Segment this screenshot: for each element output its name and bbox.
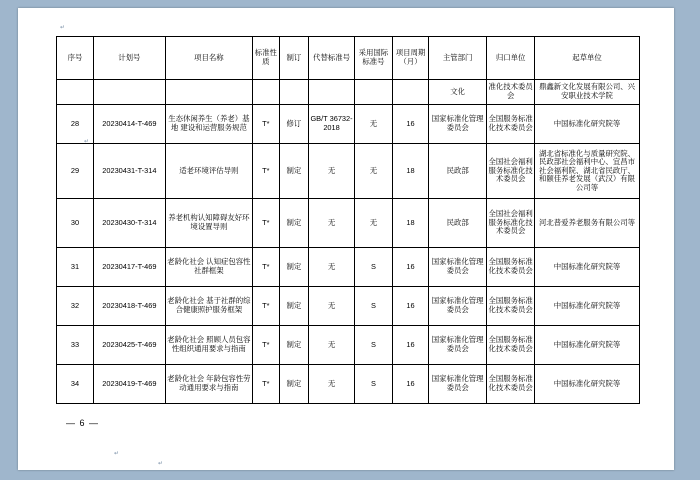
cell-substituted: GB/T 36732-2018 [309, 105, 355, 144]
table-row [57, 80, 640, 105]
cell-property [253, 80, 280, 105]
cell-substituted: 无 [309, 326, 355, 365]
cell-name [165, 80, 252, 105]
cell-international: 无 [354, 105, 392, 144]
cell-international: S [354, 248, 392, 287]
table-row [57, 199, 640, 248]
cell-make-revise [279, 80, 309, 105]
cell-department: 文化 [429, 80, 487, 105]
cell-international: S [354, 287, 392, 326]
cell-plan: 20230417-T-469 [94, 248, 166, 287]
cell-name: 老龄化社会 基于社群的综合健康照护服务框架 [165, 287, 252, 326]
cell-international [354, 80, 392, 105]
header-project-period: 项目周期（月） [392, 37, 428, 80]
table-row [57, 105, 640, 144]
header-seq: 序号 [57, 37, 94, 80]
cell-unit: 全国服务标准化技术委员会 [487, 326, 535, 365]
cell-international: S [354, 365, 392, 404]
cell-make-revise: 修订 [279, 105, 309, 144]
cell-seq: 28 [57, 105, 94, 144]
cell-department: 国家标准化管理委员会 [429, 287, 487, 326]
cell-period: 18 [392, 199, 428, 248]
cell-department: 国家标准化管理委员会 [429, 326, 487, 365]
cell-unit: 全国服务标准化技术委员会 [487, 248, 535, 287]
cell-drafting-unit: 鼎鑫新文化发展有限公司、兴安职业技术学院 [535, 80, 640, 105]
cell-make-revise: 制定 [279, 287, 309, 326]
cell-department: 民政部 [429, 199, 487, 248]
table-row [57, 144, 640, 199]
cell-plan: 20230430-T-314 [94, 199, 166, 248]
cell-substituted: 无 [309, 144, 355, 199]
cell-unit: 全国社会福利服务标准化技术委员会 [487, 199, 535, 248]
cell-make-revise: 制定 [279, 248, 309, 287]
cell-seq: 34 [57, 365, 94, 404]
cell-unit: 全国服务标准化技术委员会 [487, 105, 535, 144]
cell-plan: 20230431-T-314 [94, 144, 166, 199]
cell-seq: 29 [57, 144, 94, 199]
cell-department: 国家标准化管理委员会 [429, 105, 487, 144]
cell-property: T* [253, 365, 280, 404]
cell-drafting-unit: 中国标准化研究院等 [535, 326, 640, 365]
header-responsible-unit: 归口单位 [487, 37, 535, 80]
cell-name: 老龄化社会 认知症包容性社群框架 [165, 248, 252, 287]
cell-property: T* [253, 105, 280, 144]
page-number: — 6 — [66, 418, 100, 428]
cell-seq [57, 80, 94, 105]
table-row [57, 287, 640, 326]
paragraph-mark-icon: ↵ [158, 461, 164, 467]
cell-seq: 31 [57, 248, 94, 287]
cell-department: 国家标准化管理委员会 [429, 248, 487, 287]
table-row [57, 326, 640, 365]
cell-international: 无 [354, 144, 392, 199]
cell-period: 16 [392, 365, 428, 404]
cell-make-revise: 制定 [279, 144, 309, 199]
cell-name: 养老机构认知障碍友好环境设置导则 [165, 199, 252, 248]
document-page [18, 8, 674, 470]
cell-drafting-unit: 湖北省标准化与质量研究院、民政部社会福利中心、宜昌市社会福利院、湖北省民政厅、和颐佳养老发展（武汉）有限公司等 [535, 144, 640, 199]
cell-plan: 20230425-T-469 [94, 326, 166, 365]
cell-period: 16 [392, 287, 428, 326]
cell-name: 生态休闲养生（养老）基地 建设和运营服务规范 [165, 105, 252, 144]
cell-property: T* [253, 248, 280, 287]
table-header-row [57, 37, 640, 80]
table-row [57, 248, 640, 287]
paragraph-mark-icon: ↵ [84, 139, 90, 145]
cell-international: 无 [354, 199, 392, 248]
cell-make-revise: 制定 [279, 365, 309, 404]
standards-plan-table [56, 36, 640, 404]
cell-department: 国家标准化管理委员会 [429, 365, 487, 404]
cell-department: 民政部 [429, 144, 487, 199]
cell-international: S [354, 326, 392, 365]
cell-drafting-unit: 河北普爱养老服务有限公司等 [535, 199, 640, 248]
header-adopted-international: 采用国际标准号 [354, 37, 392, 80]
header-property: 标准性质 [253, 37, 280, 80]
cell-name: 老龄化社会 年龄包容性劳动通用要求与指南 [165, 365, 252, 404]
cell-period: 18 [392, 144, 428, 199]
page-content [56, 36, 640, 450]
table-row [57, 365, 640, 404]
cell-make-revise: 制定 [279, 326, 309, 365]
cell-period: 16 [392, 326, 428, 365]
cell-substituted: 无 [309, 199, 355, 248]
header-make-revise: 制订 [279, 37, 309, 80]
cell-unit: 全国服务标准化技术委员会 [487, 287, 535, 326]
cell-period: 16 [392, 248, 428, 287]
cell-property: T* [253, 287, 280, 326]
cell-seq: 30 [57, 199, 94, 248]
cell-period: 16 [392, 105, 428, 144]
cell-seq: 33 [57, 326, 94, 365]
cell-drafting-unit: 中国标准化研究院等 [535, 105, 640, 144]
header-department: 主管部门 [429, 37, 487, 80]
cell-name: 适老环境评估导则 [165, 144, 252, 199]
header-drafting-unit: 起草单位 [535, 37, 640, 80]
paragraph-mark-icon: ↵ [114, 451, 120, 457]
cell-substituted: 无 [309, 287, 355, 326]
cell-drafting-unit: 中国标准化研究院等 [535, 287, 640, 326]
cell-property: T* [253, 326, 280, 365]
cell-drafting-unit: 中国标准化研究院等 [535, 365, 640, 404]
cell-substituted [309, 80, 355, 105]
cell-substituted: 无 [309, 248, 355, 287]
cell-plan [94, 80, 166, 105]
cell-drafting-unit: 中国标准化研究院等 [535, 248, 640, 287]
cell-property: T* [253, 199, 280, 248]
header-plan: 计划号 [94, 37, 166, 80]
cell-property: T* [253, 144, 280, 199]
cell-unit: 准化技术委员会 [487, 80, 535, 105]
cell-seq: 32 [57, 287, 94, 326]
header-name: 项目名称 [165, 37, 252, 80]
cell-make-revise: 制定 [279, 199, 309, 248]
cell-plan: 20230414-T-469 [94, 105, 166, 144]
cell-substituted: 无 [309, 365, 355, 404]
cell-unit: 全国服务标准化技术委员会 [487, 365, 535, 404]
paragraph-mark-icon: ↵ [60, 25, 66, 31]
cell-plan: 20230419-T-469 [94, 365, 166, 404]
header-substituted-standard: 代替标准号 [309, 37, 355, 80]
cell-name: 老龄化社会 照顾人员包容性组织通用要求与指南 [165, 326, 252, 365]
cell-period [392, 80, 428, 105]
cell-plan: 20230418-T-469 [94, 287, 166, 326]
cell-unit: 全国社会福利服务标准化技术委员会 [487, 144, 535, 199]
